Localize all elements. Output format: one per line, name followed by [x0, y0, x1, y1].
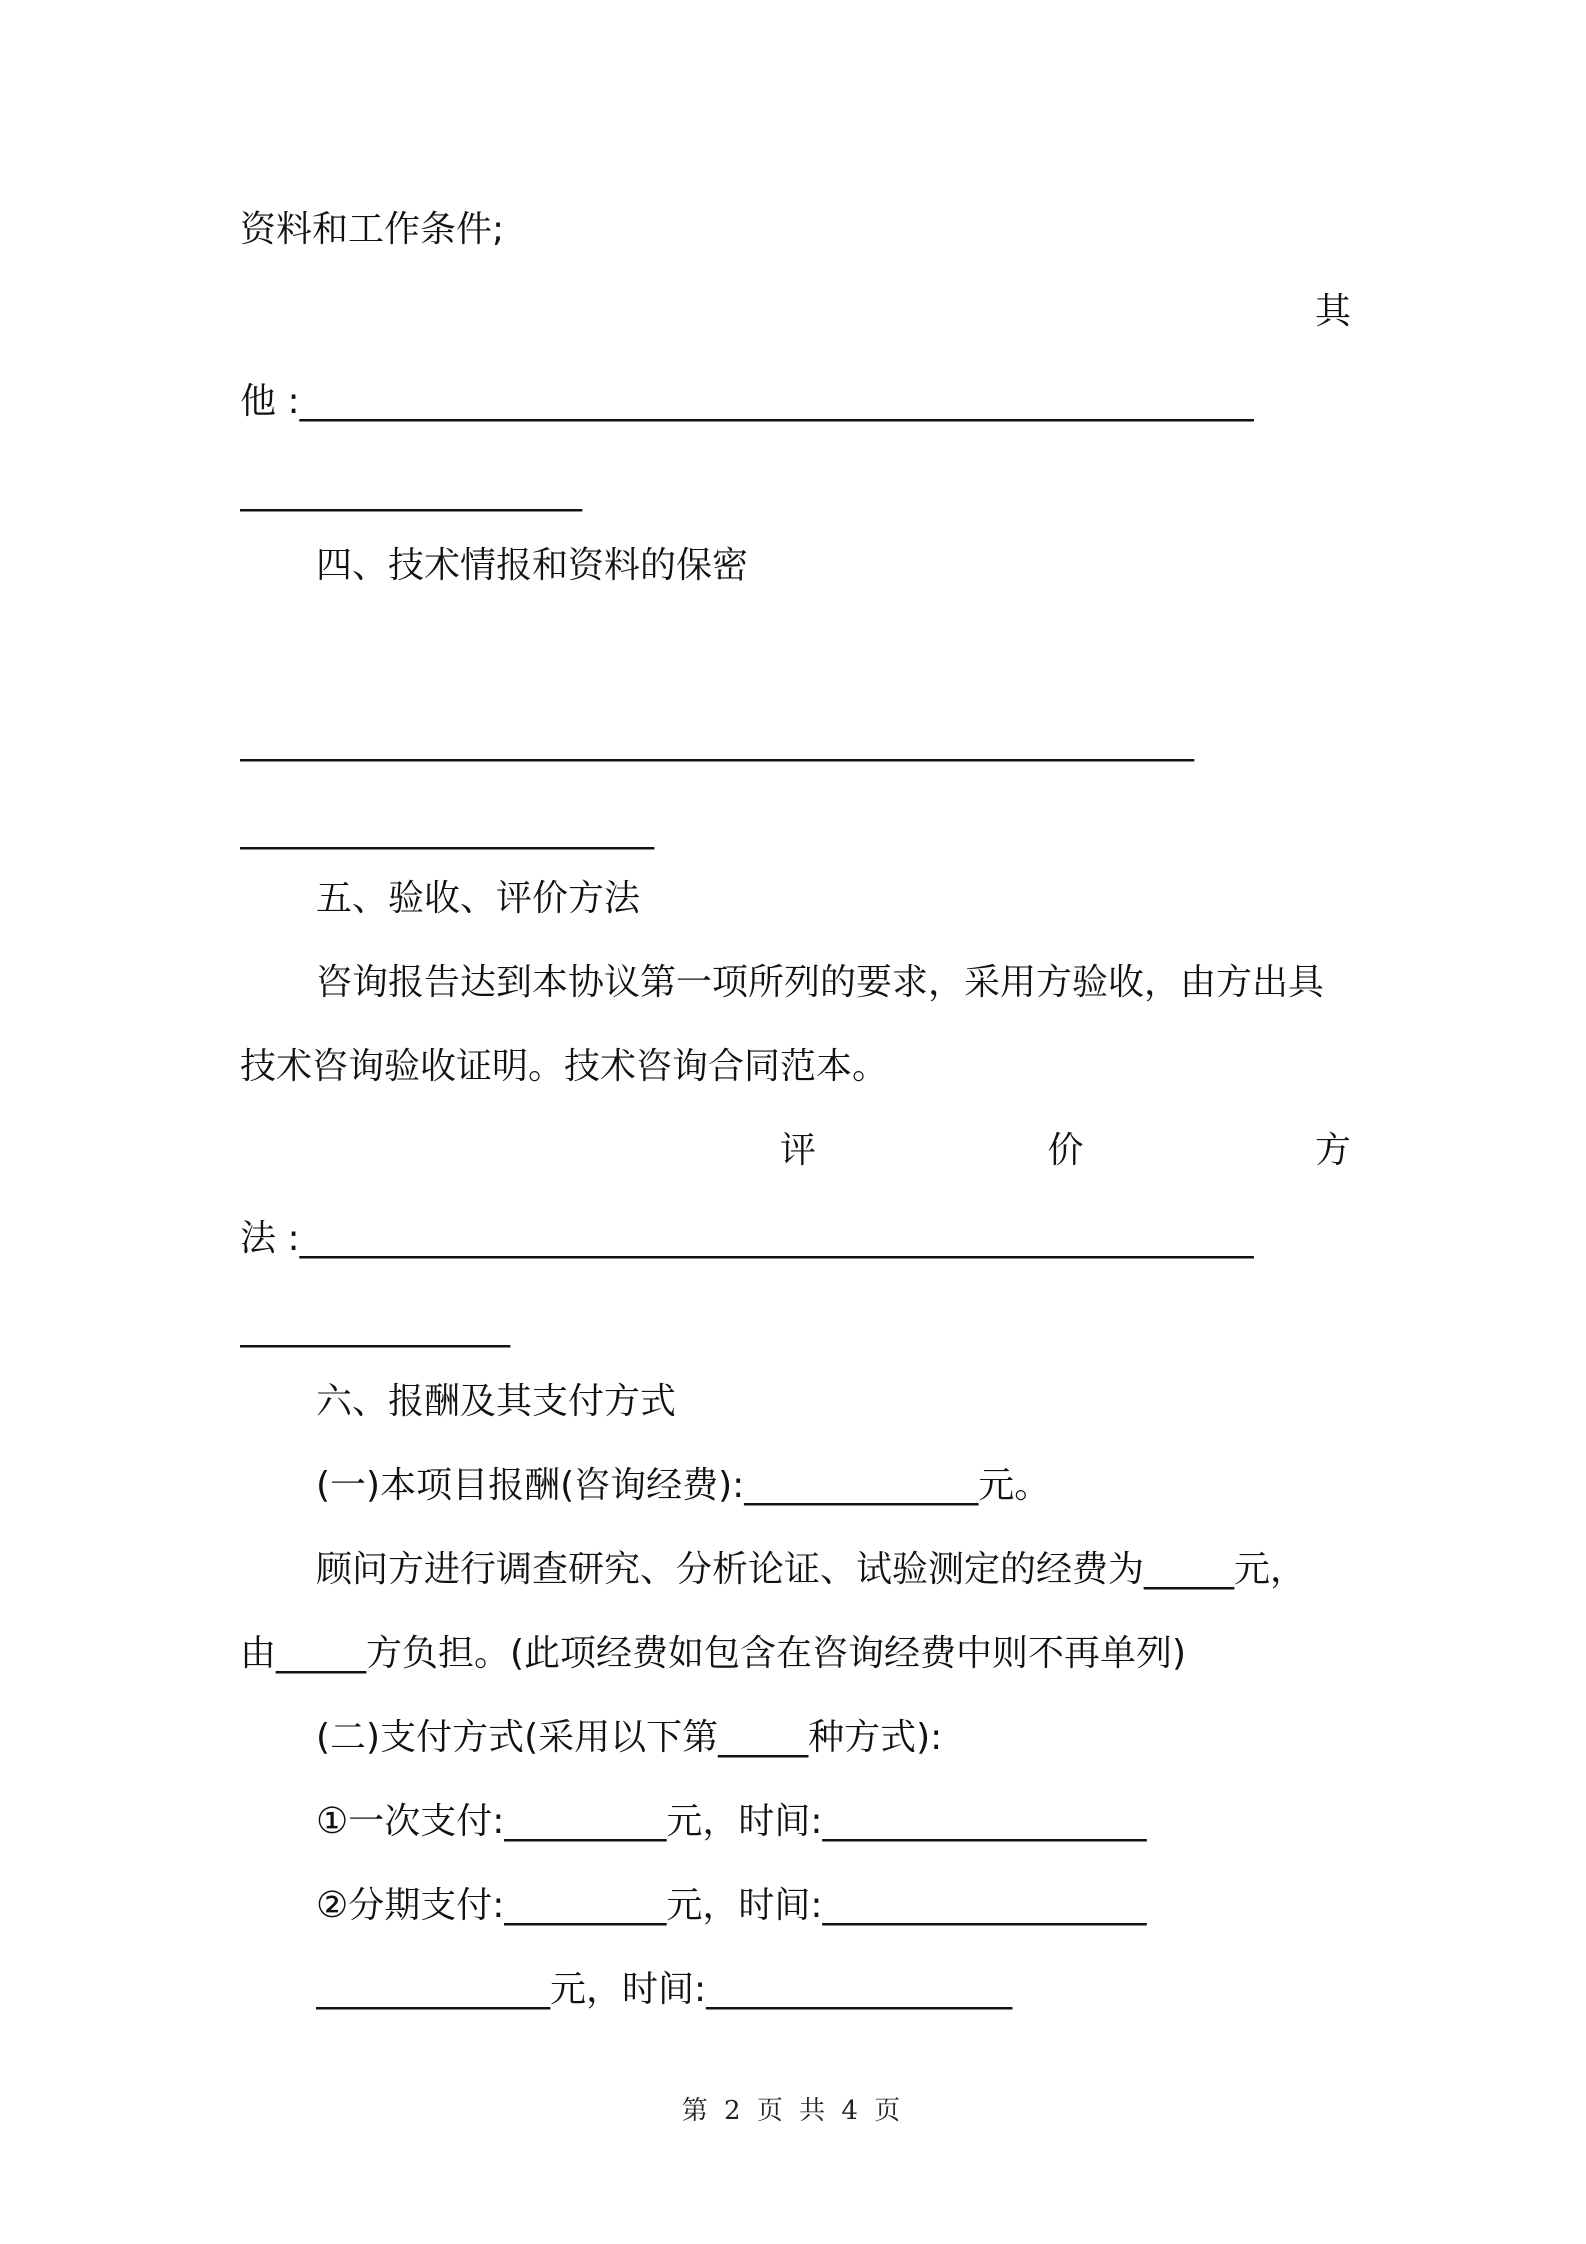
section-heading: 五、验收、评价方法: [316, 878, 641, 919]
text-line: ②分期支付:_________元，时间:__________________: [316, 1885, 1147, 1926]
fill-in-line: _______________: [240, 1307, 510, 1348]
text-line: 由_____方负担。(此项经费如包含在咨询经费中则不再单列): [240, 1633, 1187, 1674]
text-line: 其: [1314, 291, 1351, 332]
text-char: 价: [1047, 1130, 1084, 1171]
text-char: 方: [1314, 1130, 1351, 1171]
fill-in-line: 法 :_____________________________________________________: [240, 1218, 1254, 1259]
text-line: [780, 1125, 1351, 1177]
text-line: 资料和工作条件;: [240, 209, 505, 250]
text-line: ①一次支付:_________元，时间:__________________: [316, 1801, 1147, 1842]
text-line: _____________元，时间:_________________: [316, 1969, 1013, 2010]
text-char: 评: [780, 1130, 817, 1171]
page-footer: 第 2 页 共 4 页: [681, 2096, 905, 2126]
fill-in-line: ___________________: [240, 471, 582, 512]
section-heading: 四、技术情报和资料的保密: [316, 545, 749, 586]
text-line: 技术咨询验收证明。技术咨询合同范本。: [240, 1046, 889, 1087]
fill-in-line: _______________________: [240, 809, 654, 850]
section-heading: 六、报酬及其支付方式: [316, 1381, 677, 1422]
fill-in-line: 他 :_____________________________________________________: [240, 381, 1254, 422]
text-line: (一)本项目报酬(咨询经费):_____________元。: [316, 1465, 1051, 1506]
text-line: (二)支付方式(采用以下第_____种方式):: [316, 1717, 943, 1758]
text-line: 顾问方进行调查研究、分析论证、试验测定的经费为_____元，: [316, 1549, 1307, 1590]
text-line: 咨询报告达到本协议第一项所列的要求，采用方验收，由方出具: [316, 962, 1325, 1003]
fill-in-line: _____________________________________________________: [240, 721, 1194, 762]
